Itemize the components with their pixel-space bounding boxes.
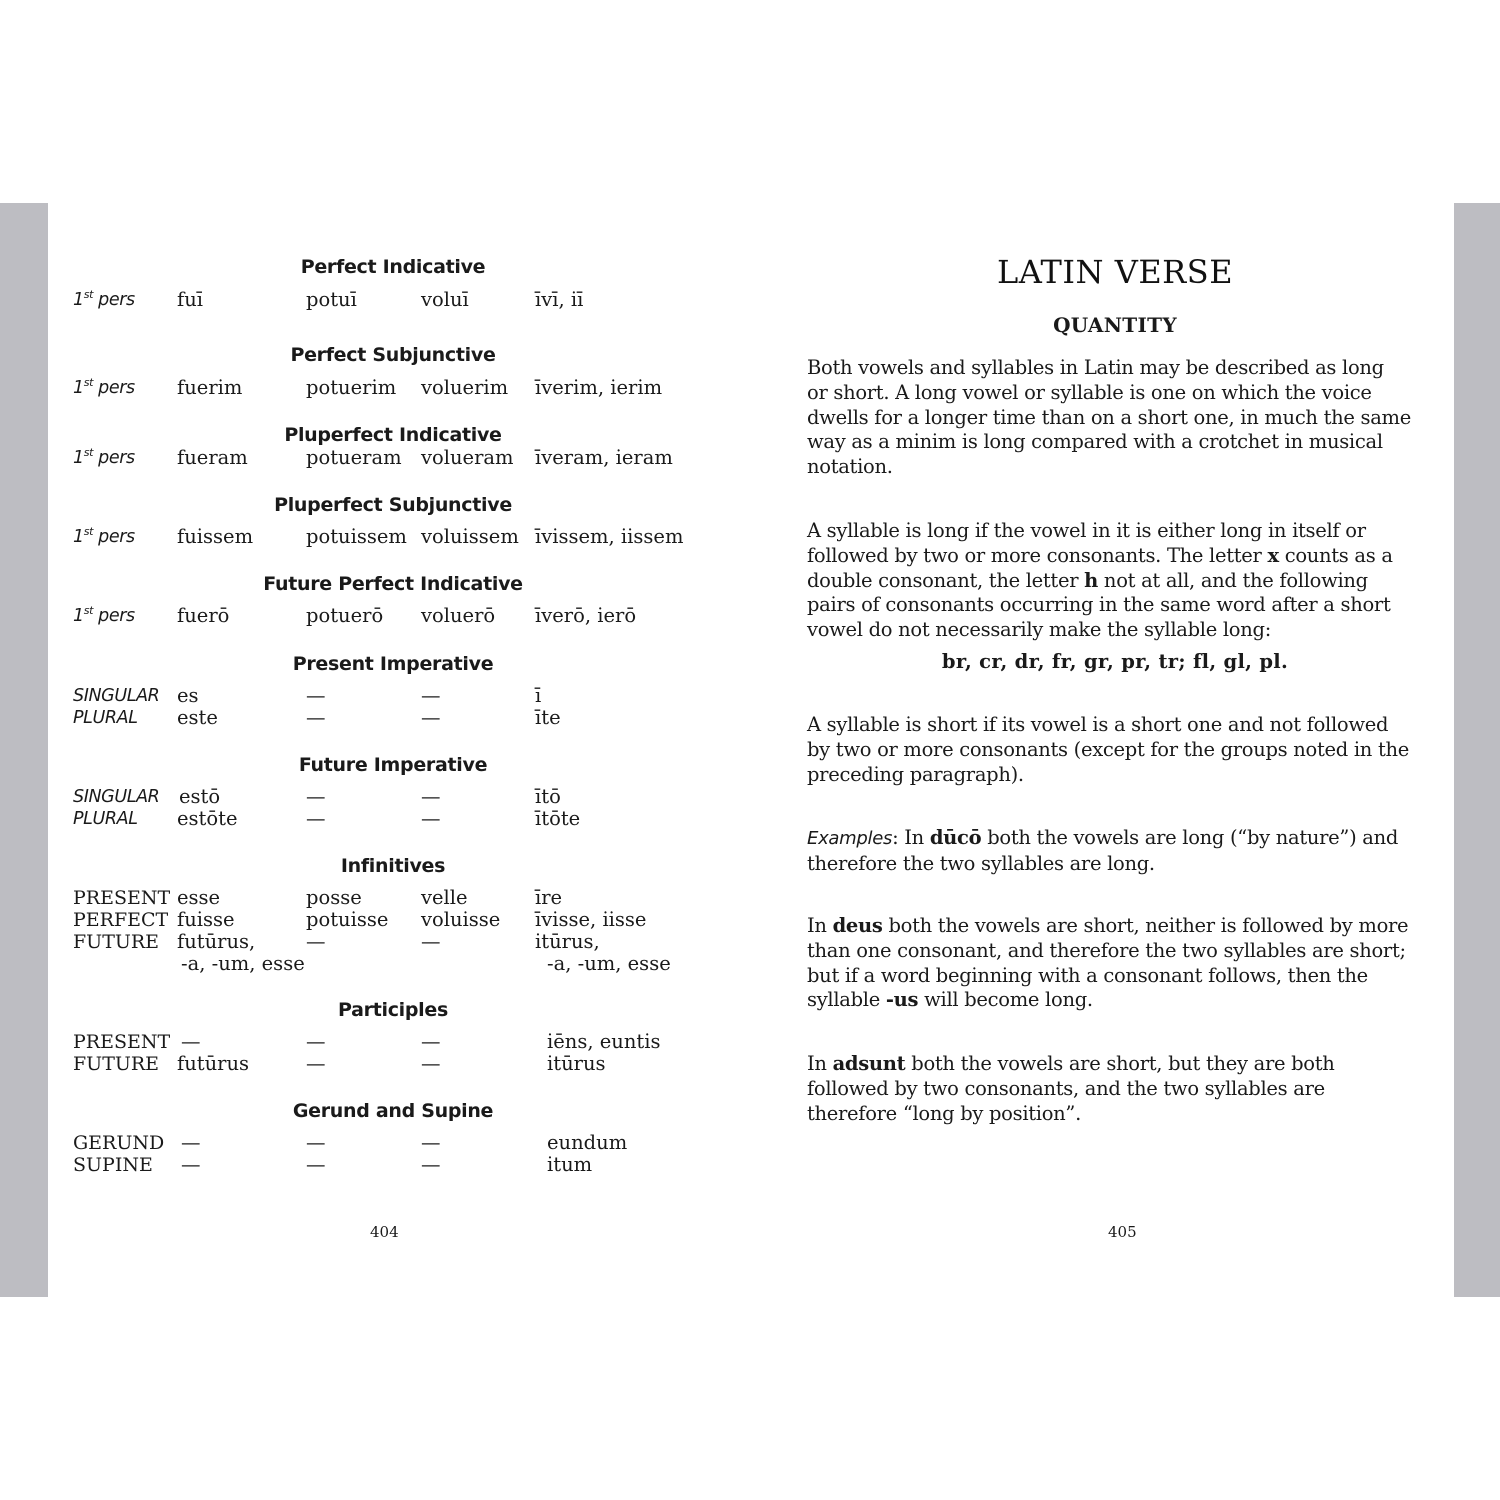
paragraph-line: way as a minim is long compared with a crotchet in musical [807,430,1383,454]
row-label: PLURAL [73,809,138,829]
form-volo: — [421,684,441,707]
form-possum: — [306,1030,326,1053]
paragraph-line: therefore “long by position”. [807,1101,1082,1125]
form-volo: — [421,706,441,729]
emphasis: dūcō [929,826,982,849]
paragraph-line: Examples: In dūcō both the vowels are long (“by nature”) and [807,826,1399,849]
paragraph [807,519,1447,643]
section-heading: Gerund and Supine [292,1100,494,1122]
table-row [48,786,748,808]
page-number: 404 [370,1223,399,1241]
table-row [48,377,748,399]
form-sum: esse [177,886,221,909]
paragraph-line: or short. A long vowel or syllable is one on which the voice [807,380,1372,404]
form-sum: es [177,684,199,707]
paragraph-line: In adsunt both the vowels are short, but they are both [807,1052,1335,1075]
form-possum: — [306,684,326,707]
paragraph-line: therefore the two syllables are long. [807,851,1155,875]
form-eo: eundum [547,1131,628,1154]
form-volo: — [421,1052,441,1075]
section-heading: Participles [338,999,448,1021]
table-row [48,685,748,707]
row-label: 1st pers [73,604,135,626]
section-heading: Pluperfect Subjunctive [274,494,512,516]
form-sum: estōte [177,807,238,830]
form-eo: īvissem, iissem [535,525,684,548]
form-sum: fuissem [177,525,254,548]
form-sum: — [181,1131,201,1154]
paragraph-line: but if a word beginning with a consonant follows, then the [807,963,1368,987]
form-sum: este [177,706,218,729]
form-possum: potuisse [306,908,389,931]
table-row [48,1053,748,1075]
section-heading: Present Imperative [292,653,494,675]
table-row [48,447,748,469]
paragraph-line: notation. [807,455,893,479]
form-sum: fuerō [177,604,230,627]
form-eo: īverim, ierim [535,376,663,399]
form-eo: -a, -um, esse [547,952,671,975]
paragraph-line: dwells for a longer time than on a short one, in much the same [807,405,1411,429]
form-eo: īveram, ieram [535,446,673,469]
form-volo: volueram [421,446,514,469]
emphasis: adsunt [832,1052,906,1075]
emphasis: x [1267,543,1279,567]
table-row [48,289,748,311]
section-heading: Infinitives [340,855,446,877]
form-eo: itum [547,1153,593,1176]
form-eo: īvī, iī [535,288,584,311]
left-page-edge [0,203,48,1297]
form-eo: ītō [535,785,561,808]
form-volo: — [421,930,441,953]
form-possum: — [306,1153,326,1176]
form-possum: potueram [306,446,402,469]
examples-label: Examples [807,828,893,849]
emphasis: -us [885,988,919,1012]
consonant-clusters: br, cr, dr, fr, gr, pr, tr; fl, gl, pl. [941,650,1289,673]
row-label: 1st pers [73,525,135,547]
form-eo: ī [535,684,542,707]
form-possum: — [306,930,326,953]
row-label: SINGULAR [73,686,160,706]
paragraph-line: by two or more consonants (except for the groups noted in the [807,737,1409,761]
form-possum: potuerim [306,376,397,399]
section-heading: Future Perfect Indicative [263,573,523,595]
form-volo: voluerim [421,376,509,399]
table-row [48,1031,748,1053]
page-number: 405 [1108,1223,1137,1241]
section-subtitle: QUANTITY [1053,313,1177,337]
paragraph-line: pairs of consonants occurring in the same word after a short [807,593,1391,617]
row-label: PRESENT [73,887,171,909]
table-row [48,931,748,953]
form-sum: fuerim [177,376,243,399]
page-title: LATIN VERSE [996,253,1234,291]
table-row [48,605,748,627]
paragraph-line: In deus both the vowels are short, neither is followed by more [807,914,1409,937]
paragraph [807,1052,1447,1126]
section-heading: Pluperfect Indicative [284,424,502,446]
table-row [48,953,748,975]
row-label: SUPINE [73,1154,153,1176]
form-possum: — [306,785,326,808]
form-eo: iēns, euntis [547,1030,661,1053]
paragraph [807,826,1447,877]
form-volo: velle [421,886,468,909]
section-heading: Perfect Indicative [300,256,486,278]
form-sum: fuī [177,288,204,311]
form-volo: — [421,1153,441,1176]
table-row [48,808,748,830]
table-row [48,526,748,548]
form-eo: īre [535,886,563,909]
row-label: PRESENT [73,1031,171,1053]
form-possum: — [306,706,326,729]
form-volo: voluerō [421,604,496,627]
row-label: SINGULAR [73,787,160,807]
paragraph [807,713,1447,787]
row-label: 1st pers [73,446,135,468]
form-possum: — [306,1131,326,1154]
form-eo: īverō, ierō [535,604,637,627]
form-eo: īvisse, iisse [535,908,647,931]
paragraph-line: Both vowels and syllables in Latin may be described as long [807,356,1384,379]
form-sum: — [181,1153,201,1176]
table-row [48,707,748,729]
form-eo: ītōte [535,807,581,830]
form-volo: — [421,785,441,808]
paragraph-line: vowel do not necessarily make the syllable long: [807,618,1271,642]
row-label: GERUND [73,1132,165,1154]
form-possum: potuerō [306,604,384,627]
form-volo: — [421,807,441,830]
form-sum: futūrus, [177,930,256,953]
form-sum: — [181,1030,201,1053]
form-eo: itūrus, [535,930,600,953]
section-heading: Future Imperative [298,754,488,776]
section-heading: Perfect Subjunctive [290,344,496,366]
table-row [48,909,748,931]
table-row [48,887,748,909]
paragraph [807,914,1447,1013]
right-page [754,203,1454,1297]
paragraph [807,356,1447,480]
paragraph-line: A syllable is long if the vowel in it is either long in itself or [807,519,1366,542]
row-label: FUTURE [73,1053,160,1075]
paragraph-line: followed by two consonants, and the two syllables are [807,1076,1325,1100]
form-volo: voluī [421,288,469,311]
form-possum: posse [306,886,362,909]
form-eo: īte [535,706,561,729]
form-possum: — [306,807,326,830]
row-label: PLURAL [73,708,138,728]
row-label: 1st pers [73,288,135,310]
table-row [48,1154,748,1176]
form-sum: estō [179,785,221,808]
paragraph-line: followed by two or more consonants. The letter x counts as a [807,543,1393,567]
row-label: 1st pers [73,376,135,398]
row-label: PERFECT [73,909,169,931]
form-sum: fueram [177,446,248,469]
paragraph-line: preceding paragraph). [807,762,1024,786]
form-possum: potuī [306,288,357,311]
paragraph-line: syllable -us will become long. [807,988,1093,1012]
paragraph-line: than one consonant, and therefore the two syllables are short; [807,938,1406,962]
form-sum: futūrus [177,1052,250,1075]
table-row [48,1132,748,1154]
row-label: FUTURE [73,931,160,953]
form-volo: voluisse [421,908,501,931]
book-spread [0,203,1500,1297]
paragraph-line: A syllable is short if its vowel is a short one and not followed [807,713,1389,736]
form-sum: -a, -um, esse [181,952,305,975]
left-page [48,203,754,1297]
form-volo: — [421,1030,441,1053]
form-possum: — [306,1052,326,1075]
form-possum: potuissem [306,525,407,548]
paragraph-line: double consonant, the letter h not at all, and the following [807,568,1368,592]
emphasis: deus [832,914,883,937]
right-page-edge [1454,203,1500,1297]
form-volo: — [421,1131,441,1154]
form-eo: itūrus [547,1052,606,1075]
form-volo: voluissem [421,525,519,548]
form-sum: fuisse [177,908,235,931]
emphasis: h [1084,568,1099,592]
